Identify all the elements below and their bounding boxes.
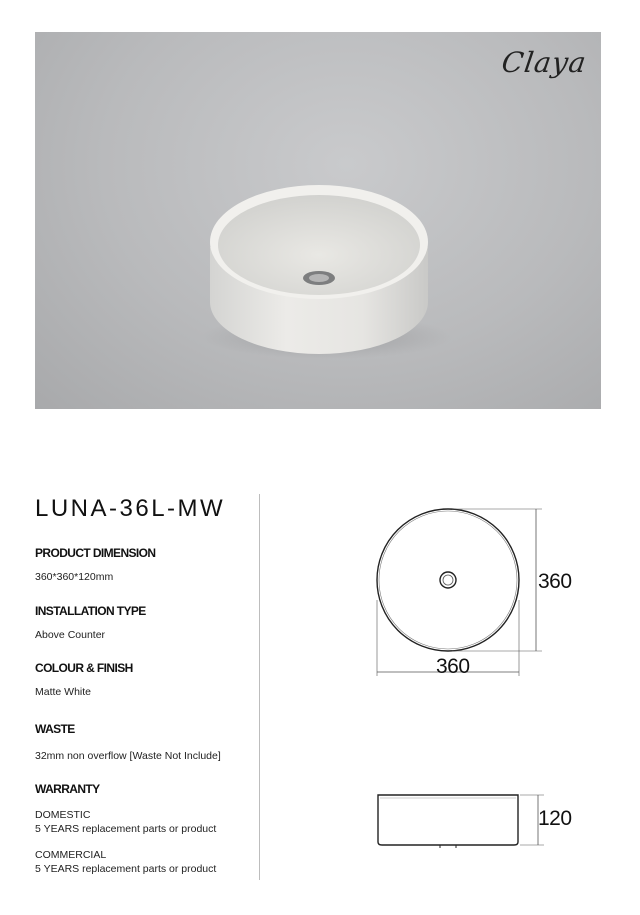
top-view-drawing: [377, 509, 542, 676]
spec-product-dimension: [35, 546, 155, 584]
spec-heading: WASTE: [35, 722, 75, 736]
spec-heading: COLOUR & FINISH: [35, 661, 133, 675]
side-view-drawing: [378, 795, 544, 848]
product-model-title: LUNA-36L-MW: [35, 495, 226, 522]
basin-illustration: [35, 32, 601, 409]
warranty-line: COMMERCIAL: [35, 849, 107, 861]
spec-installation-type: [35, 604, 146, 642]
spec-colour-finish: [35, 661, 133, 699]
warranty-domestic: [35, 808, 216, 836]
warranty-line: DOMESTIC: [35, 809, 91, 821]
warranty-line: 5 YEARS replacement parts or product: [35, 823, 217, 835]
spec-waste: [35, 722, 221, 763]
spec-value: Matte White: [35, 686, 92, 698]
spec-value: Above Counter: [35, 629, 106, 641]
spec-value: 360*360*120mm: [35, 571, 114, 583]
technical-drawing: [360, 500, 590, 860]
top-view-depth-label: 360: [538, 570, 572, 593]
spec-warranty: [35, 782, 216, 876]
spec-heading: INSTALLATION TYPE: [35, 604, 146, 618]
spec-heading: WARRANTY: [35, 782, 100, 796]
side-view-height-label: 120: [538, 807, 572, 830]
brand-logo: Claya: [500, 46, 590, 79]
product-photo: [35, 32, 601, 409]
top-view-width-label: 360: [436, 655, 470, 678]
spec-value: 32mm non overflow [Waste Not Include]: [35, 750, 221, 762]
warranty-commercial: [35, 848, 216, 876]
spec-heading: PRODUCT DIMENSION: [35, 546, 156, 560]
warranty-line: 5 YEARS replacement parts or product: [35, 863, 217, 875]
vertical-divider: [259, 494, 260, 880]
